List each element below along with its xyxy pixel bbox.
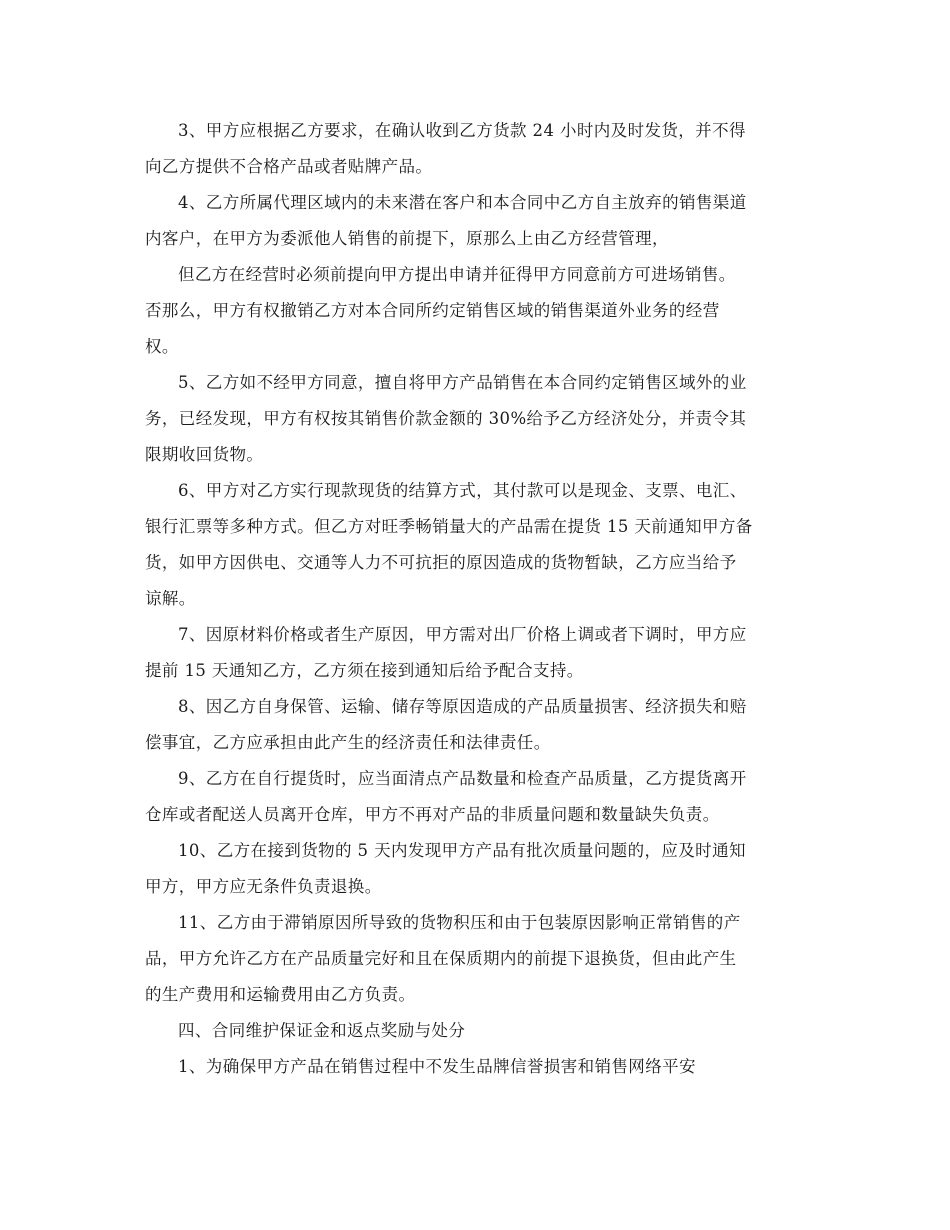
text-line: 向乙方提供不合格产品或者贴牌产品。 xyxy=(145,157,433,176)
text-line: 10、乙方在接到货物的 5 天内发现甲方产品有批次质量问题的，应及时通知 xyxy=(178,841,746,860)
paragraph-section-4-clause-1 xyxy=(145,1049,810,1085)
text-line: 6、甲方对乙方实行现款现货的结算方式，其付款可以是现金、支票、电汇、 xyxy=(178,481,747,500)
paragraph-clause-9 xyxy=(145,761,810,833)
text-line: 限期收回货物。 xyxy=(145,445,264,464)
text-line: 务，已经发现，甲方有权按其销售价款金额的 30%给予乙方经济处分，并责令其 xyxy=(145,409,747,428)
section-heading: 四、合同维护保证金和返点奖励与处分 xyxy=(178,1021,466,1040)
text-line: 仓库或者配送人员离开仓库，甲方不再对产品的非质量问题和数量缺失负责。 xyxy=(145,805,720,824)
text-line: 1、为确保甲方产品在销售过程中不发生品牌信誉损害和销售网络平安 xyxy=(178,1057,696,1076)
paragraph-clause-4 xyxy=(145,185,810,257)
text-line: 8、因乙方自身保管、运输、储存等原因造成的产品质量损害、经济损失和赔 xyxy=(178,697,747,716)
text-line: 的生产费用和运输费用由乙方负责。 xyxy=(145,985,416,1004)
text-line: 谅解。 xyxy=(145,589,196,608)
text-line: 甲方，甲方应无条件负责退换。 xyxy=(145,877,382,896)
paragraph-clause-3 xyxy=(145,113,810,185)
text-line: 偿事宜，乙方应承担由此产生的经济责任和法律责任。 xyxy=(145,733,551,752)
text-line: 权。 xyxy=(145,337,179,356)
text-line: 7、因原材料价格或者生产原因，甲方需对出厂价格上调或者下调时，甲方应 xyxy=(178,625,747,644)
text-line: 品，甲方允许乙方在产品质量完好和且在保质期内的前提下退换货，但由此产生 xyxy=(145,949,737,968)
document-body xyxy=(145,113,810,1085)
text-line: 货，如甲方因供电、交通等人力不可抗拒的原因造成的货物暂缺，乙方应当给予 xyxy=(145,553,737,572)
paragraph-clause-5 xyxy=(145,365,810,473)
text-line: 但乙方在经营时必须前提向甲方提出申请并征得甲方同意前方可进场销售。 xyxy=(178,265,736,284)
paragraph-clause-10 xyxy=(145,833,810,905)
text-line: 银行汇票等多种方式。但乙方对旺季畅销量大的产品需在提货 15 天前通知甲方备 xyxy=(145,517,753,536)
paragraph-clause-11 xyxy=(145,905,810,1013)
paragraph-clause-4-continued xyxy=(145,257,810,365)
paragraph-clause-8 xyxy=(145,689,810,761)
section-heading-4 xyxy=(145,1013,810,1049)
text-line: 3、甲方应根据乙方要求，在确认收到乙方货款 24 小时内及时发货，并不得 xyxy=(178,121,746,140)
text-line: 否那么，甲方有权撤销乙方对本合同所约定销售区域的销售渠道外业务的经营 xyxy=(145,301,720,320)
text-line: 11、乙方由于滞销原因所导致的货物积压和由于包装原因影响正常销售的产 xyxy=(178,913,741,932)
text-line: 9、乙方在自行提货时，应当面清点产品数量和检查产品质量，乙方提货离开 xyxy=(178,769,747,788)
paragraph-clause-6 xyxy=(145,473,810,617)
text-line: 内客户，在甲方为委派他人销售的前提下，原那么上由乙方经营管理， xyxy=(145,229,669,248)
text-line: 提前 15 天通知乙方，乙方须在接到通知后给予配合支持。 xyxy=(145,661,584,680)
paragraph-clause-7 xyxy=(145,617,810,689)
text-line: 4、乙方所属代理区域内的未来潜在客户和本合同中乙方自主放弃的销售渠道 xyxy=(178,193,747,212)
text-line: 5、乙方如不经甲方同意，擅自将甲方产品销售在本合同约定销售区域外的业 xyxy=(178,373,747,392)
